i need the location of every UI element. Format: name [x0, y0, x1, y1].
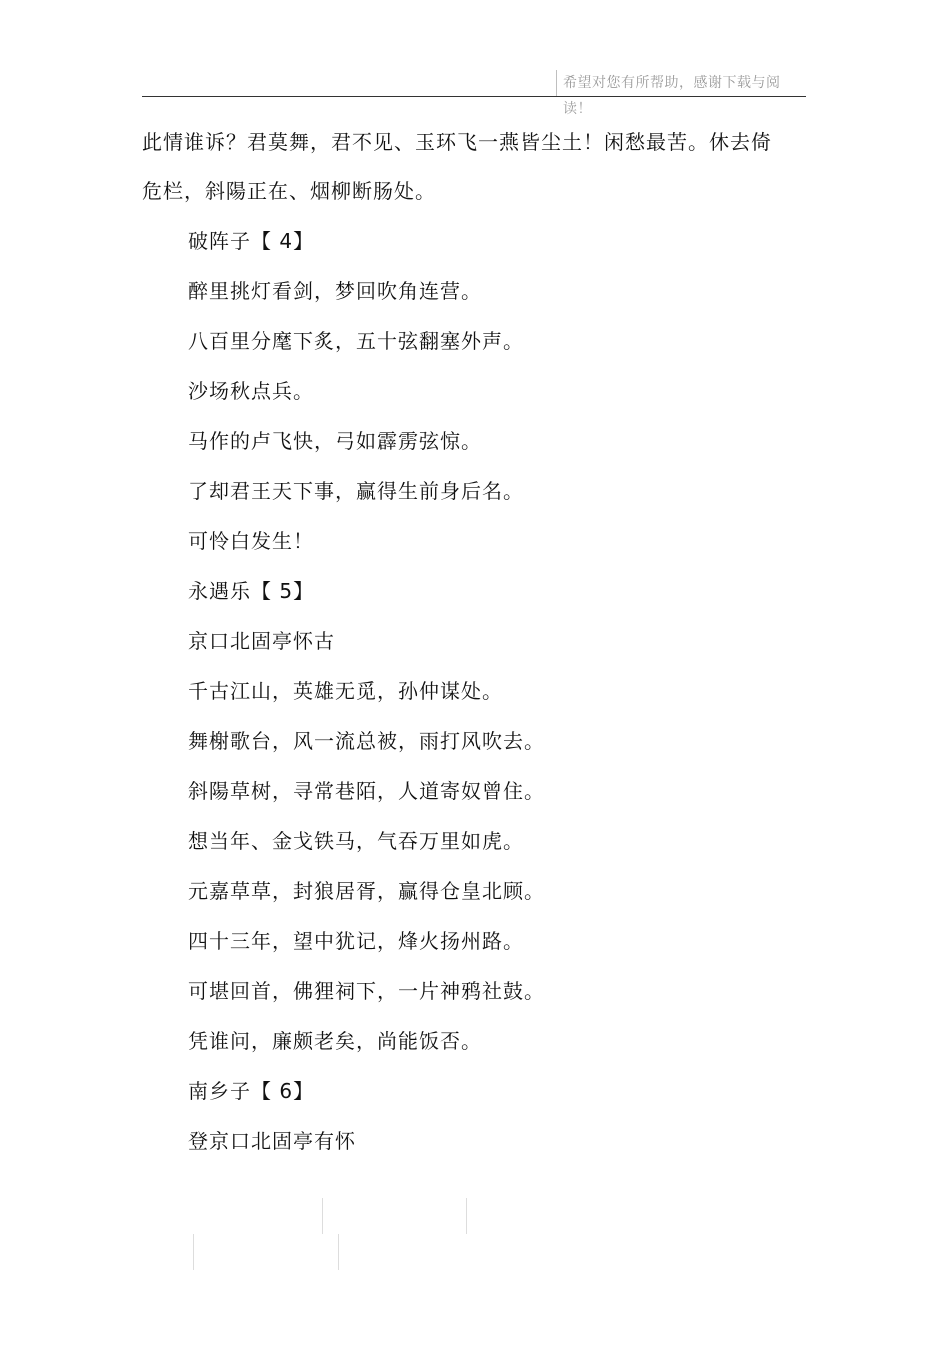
poem-line: 斜陽草树，寻常巷陌，人道寄奴曾住。 [188, 779, 545, 803]
poem-line: 沙场秋点兵。 [188, 379, 314, 403]
poem-subtitle: 登京口北固亭有怀 [188, 1129, 356, 1153]
poem-title-yongyule: 永遇乐【 5】 [188, 579, 315, 603]
poem-line: 想当年、金戈铁马，气吞万里如虎。 [188, 829, 524, 853]
poem-line: 可怜白发生！ [188, 529, 314, 553]
poem-line: 醉里挑灯看剑，梦回吹角连营。 [188, 279, 482, 303]
poem-line: 千古江山，英雄无觅，孙仲谋处。 [188, 679, 503, 703]
poem-title-nanxiangzi: 南乡子【 6】 [188, 1079, 315, 1103]
poem-line: 了却君王天下事，赢得生前身后名。 [188, 479, 524, 503]
poem-line: 四十三年，望中犹记，烽火扬州路。 [188, 929, 524, 953]
poem-line: 元嘉草草，封狼居胥，赢得仓皇北顾。 [188, 879, 545, 903]
poem-line: 舞榭歌台，风一流总被，雨打风吹去。 [188, 729, 545, 753]
opening-paragraph: 此情谁诉？君莫舞，君不见、玉环飞一燕皆尘土！闲愁最苦。休去倚危栏，斜陽正在、烟柳断肠处。 [142, 130, 772, 203]
poem-line: 马作的卢飞快，弓如霹雳弦惊。 [188, 429, 482, 453]
poem-title-pozhenzi: 破阵子【 4】 [188, 229, 315, 253]
poem-line: 八百里分麾下炙，五十弦翻塞外声。 [188, 329, 524, 353]
header-note: 希望对您有所帮助，感谢下载与阅读！ [556, 70, 804, 96]
poem-line: 凭谁问，廉颇老矣，尚能饭否。 [188, 1029, 482, 1053]
faint-rule [193, 1234, 194, 1270]
faint-rule [338, 1234, 339, 1270]
header-divider [142, 96, 806, 97]
faint-rule [322, 1198, 323, 1234]
poem-subtitle: 京口北固亭怀古 [188, 629, 335, 653]
poem-line: 可堪回首，佛狸祠下，一片神鸦社鼓。 [188, 979, 545, 1003]
faint-rule [466, 1198, 467, 1234]
